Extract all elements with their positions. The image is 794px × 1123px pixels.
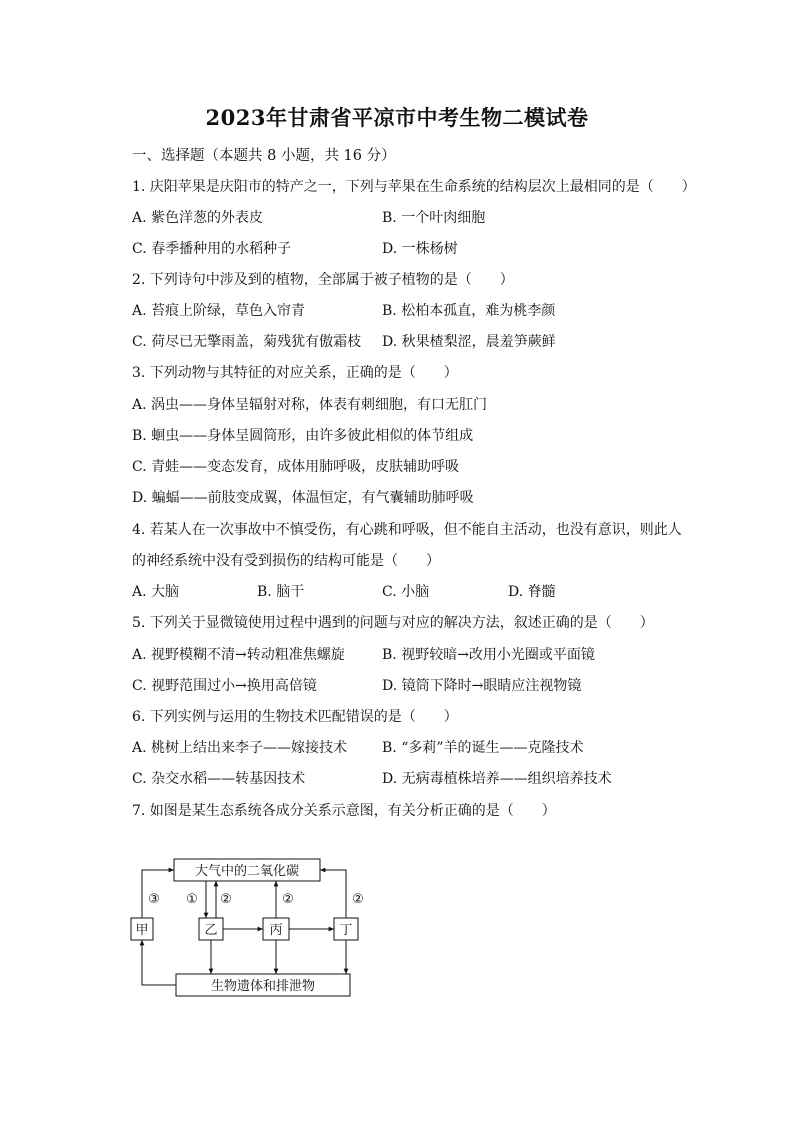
arrow-remains-to-jia xyxy=(142,940,176,985)
question-3-option-d: D. 蝙蝠——前肢变成翼，体温恒定，有气囊辅助肺呼吸 xyxy=(132,490,474,506)
page-title: 2023年甘肃省平凉市中考生物二模试卷 xyxy=(205,105,589,130)
question-5-stem: 5. 下列关于显微镜使用过程中遇到的问题与对应的解决方法，叙述正确的是（ ） xyxy=(132,615,654,631)
question-6-option-d: D. 无病毒植株培养——组织培养技术 xyxy=(382,771,612,787)
question-4-stem: 4. 若某人在一次事故中不慎受伤，有心跳和呼吸，但不能自主活动，也没有意识，则此人 xyxy=(132,522,682,538)
label-3: ③ xyxy=(148,892,160,907)
question-3-option-b: B. 蛔虫——身体呈圆筒形，由许多彼此相似的体节组成 xyxy=(132,428,474,444)
question-5-option-a: A. 视野模糊不清→转动粗准焦螺旋 xyxy=(132,647,345,663)
question-1-option-b: B. 一个叶肉细胞 xyxy=(382,210,486,226)
question-6-option-c: C. 杂交水稻——转基因技术 xyxy=(132,771,306,787)
question-7-stem: 7. 如图是某生态系统各成分关系示意图，有关分析正确的是（ ） xyxy=(132,803,556,819)
question-3-option-a: A. 涡虫——身体呈辐射对称，体表有刺细胞，有口无肛门 xyxy=(132,397,488,413)
label-2-bing: ② xyxy=(282,892,294,907)
question-2-option-b: B. 松柏本孤直，难为桃李颜 xyxy=(382,303,556,319)
node-jia-label: 甲 xyxy=(135,923,149,938)
ecosystem-diagram xyxy=(120,845,380,1005)
question-4-stem-line2: 的神经系统中没有受到损伤的结构可能是（ ） xyxy=(132,553,440,569)
question-1-option-c: C. 春季播种用的水稻种子 xyxy=(132,241,292,257)
label-1: ① xyxy=(186,892,198,907)
remains-label: 生物遗体和排泄物 xyxy=(210,979,316,994)
question-1-stem: 1. 庆阳苹果是庆阳市的特产之一，下列与苹果在生命系统的结构层次上最相同的是（ ） xyxy=(132,179,696,195)
question-3-stem: 3. 下列动物与其特征的对应关系，正确的是（ ） xyxy=(132,365,458,381)
question-5-option-d: D. 镜筒下降时→眼睛应注视物镜 xyxy=(382,678,582,694)
question-5-option-c: C. 视野范围过小→换用高倍镜 xyxy=(132,678,317,694)
node-yi-label: 乙 xyxy=(204,923,218,938)
question-1-option-d: D. 一株杨树 xyxy=(382,241,458,257)
label-2-yi: ② xyxy=(220,892,232,907)
question-4-option-b: B. 脑干 xyxy=(257,584,305,600)
question-4-option-c: C. 小脑 xyxy=(382,584,430,600)
question-4-option-a: A. 大脑 xyxy=(132,584,180,600)
question-5-option-b: B. 视野较暗→改用小光圈或平面镜 xyxy=(382,647,595,663)
atmosphere-co2-label: 大气中的二氧化碳 xyxy=(194,864,300,879)
question-6-stem: 6. 下列实例与运用的生物技术匹配错误的是（ ） xyxy=(132,709,458,725)
question-6-option-b: B. “多莉”羊的诞生——克隆技术 xyxy=(382,740,584,756)
question-6-option-a: A. 桃树上结出来李子——嫁接技术 xyxy=(132,740,348,756)
question-3-option-c: C. 青蛙——变态发育，成体用肺呼吸，皮肤辅助呼吸 xyxy=(132,459,460,475)
question-2-option-d: D. 秋果楂梨涩，晨羞笋蕨鲜 xyxy=(382,334,556,350)
question-2-option-c: C. 荷尽已无擎雨盖，菊残犹有傲霜枝 xyxy=(132,334,362,350)
node-ding-label: 丁 xyxy=(339,923,353,938)
section-heading: 一、选择题（本题共 8 小题，共 16 分） xyxy=(132,148,396,164)
question-4-option-d: D. 脊髓 xyxy=(508,584,556,600)
question-2-option-a: A. 苔痕上阶绿，草色入帘青 xyxy=(132,303,306,319)
arrow-ding-to-co2 xyxy=(320,870,346,918)
label-2-ding: ② xyxy=(352,892,364,907)
question-2-stem: 2. 下列诗句中涉及到的植物，全部属于被子植物的是（ ） xyxy=(132,272,514,288)
node-bing-label: 丙 xyxy=(269,923,283,938)
question-1-option-a: A. 紫色洋葱的外表皮 xyxy=(132,210,264,226)
